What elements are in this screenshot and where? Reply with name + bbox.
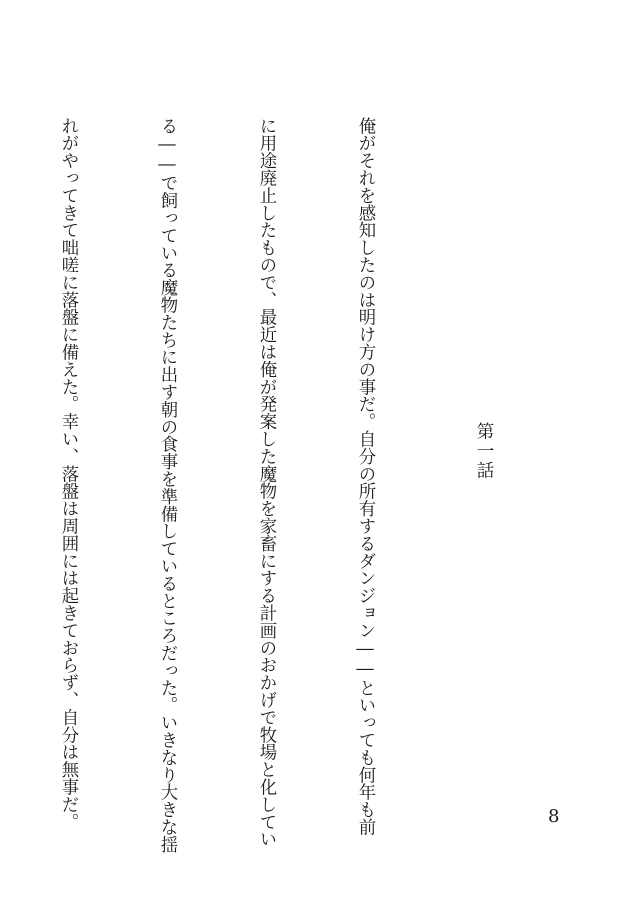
chapter-title: 第一話 bbox=[474, 422, 494, 481]
text-line: る――で飼っている魔物たちに出す朝の食事を準備しているところだった。いきなり大きな揺 bbox=[157, 117, 177, 853]
text-line: 俺がそれを感知したのは明け方の事だ。自分の所有するダンジョン――といっても何年も前 bbox=[355, 117, 375, 836]
text-line: に用途廃止したもので、最近は俺が発案した魔物を家畜にする計画のおかげで牧場と化してい bbox=[256, 117, 276, 848]
page-number: 8 bbox=[548, 806, 560, 827]
text-line: れがやってきて咄嗟に落盤に備えた。幸い、落盤は周囲には起きておらず、自分は無事だ。 bbox=[58, 117, 78, 831]
vertical-text-body bbox=[0, 117, 566, 853]
